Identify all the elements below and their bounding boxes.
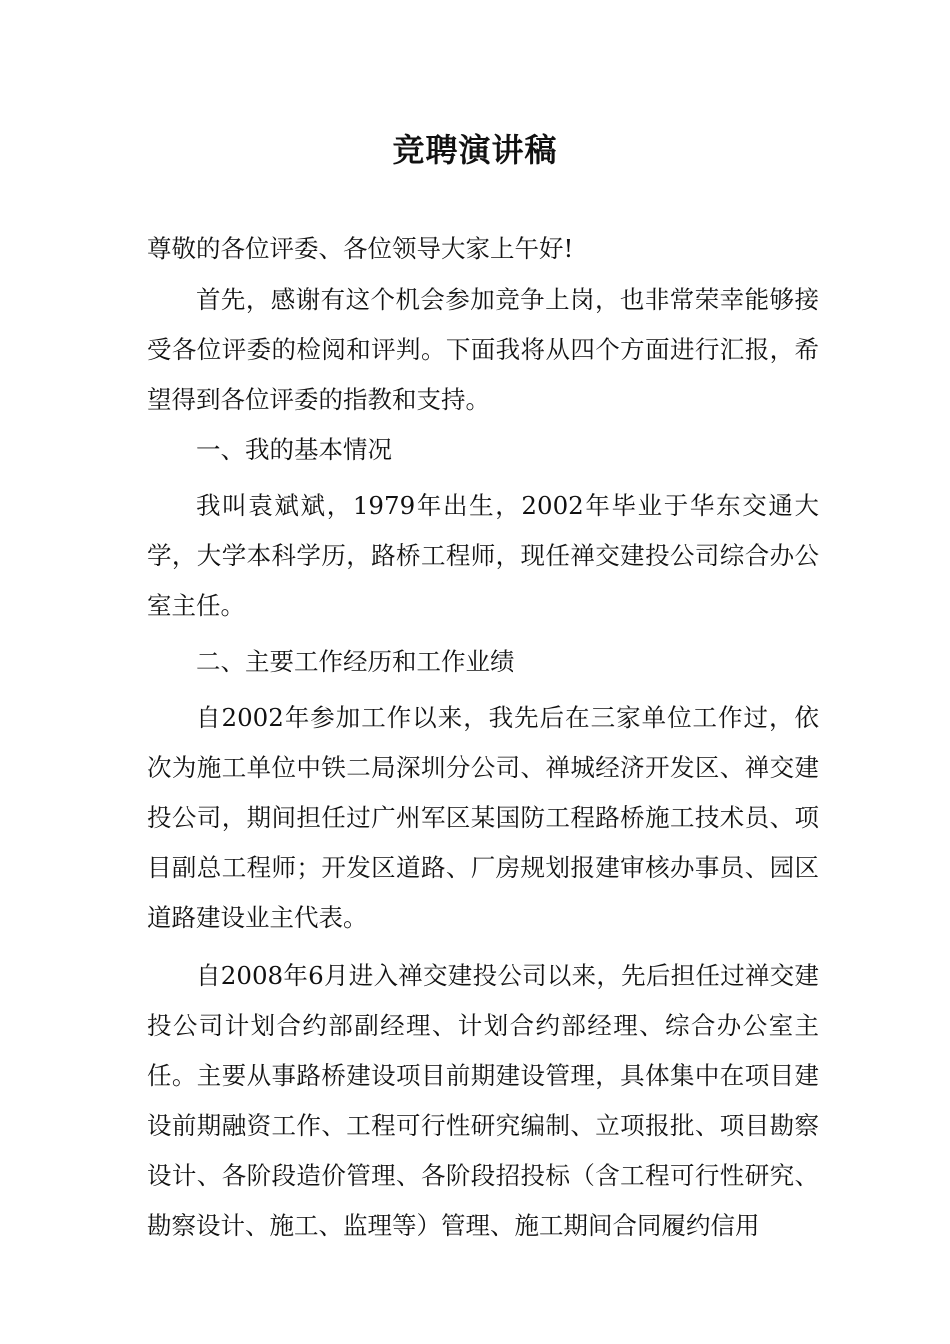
document-body (147, 224, 819, 1251)
paragraph-work-history: 自2002年参加工作以来，我先后在三家单位工作过，依次为施工单位中铁二局深圳分公司、禅城经济开发区、禅交建投公司，期间担任过广州军区某国防工程路桥施工技术员、项目副总工程师；开发区道路、厂房规划报建审核办事员、园区道路建设业主代表。 (147, 703, 819, 932)
paragraph-current-role: 自2008年6月进入禅交建投公司以来，先后担任过禅交建投公司计划合约部副经理、计划合约部经理、综合办公室主任。主要从事路桥建设项目前期建设管理，具体集中在项目建设前期融资工作、工程可行性研究编制、立项报批、项目勘察设计、各阶段造价管理、各阶段招投标（含工程可行性研究、勘察设计、施工、监理等）管理、施工期间合同履约信用 (147, 961, 819, 1240)
paragraph-basic-info: 我叫袁斌斌，1979年出生，2002年毕业于华东交通大学，大学本科学历，路桥工程师，现任禅交建投公司综合办公室主任。 (147, 491, 819, 620)
greeting-line: 尊敬的各位评委、各位领导大家上午好! (147, 234, 574, 263)
document-title: 竞聘演讲稿 (392, 131, 558, 169)
section-heading-work-history: 二、主要工作经历和工作业绩 (196, 647, 515, 676)
paragraph-intro: 首先，感谢有这个机会参加竞争上岗，也非常荣幸能够接受各位评委的检阅和评判。下面我将从四个方面进行汇报，希望得到各位评委的指教和支持。 (147, 285, 819, 414)
section-heading-basic-info: 一、我的基本情况 (196, 435, 392, 464)
